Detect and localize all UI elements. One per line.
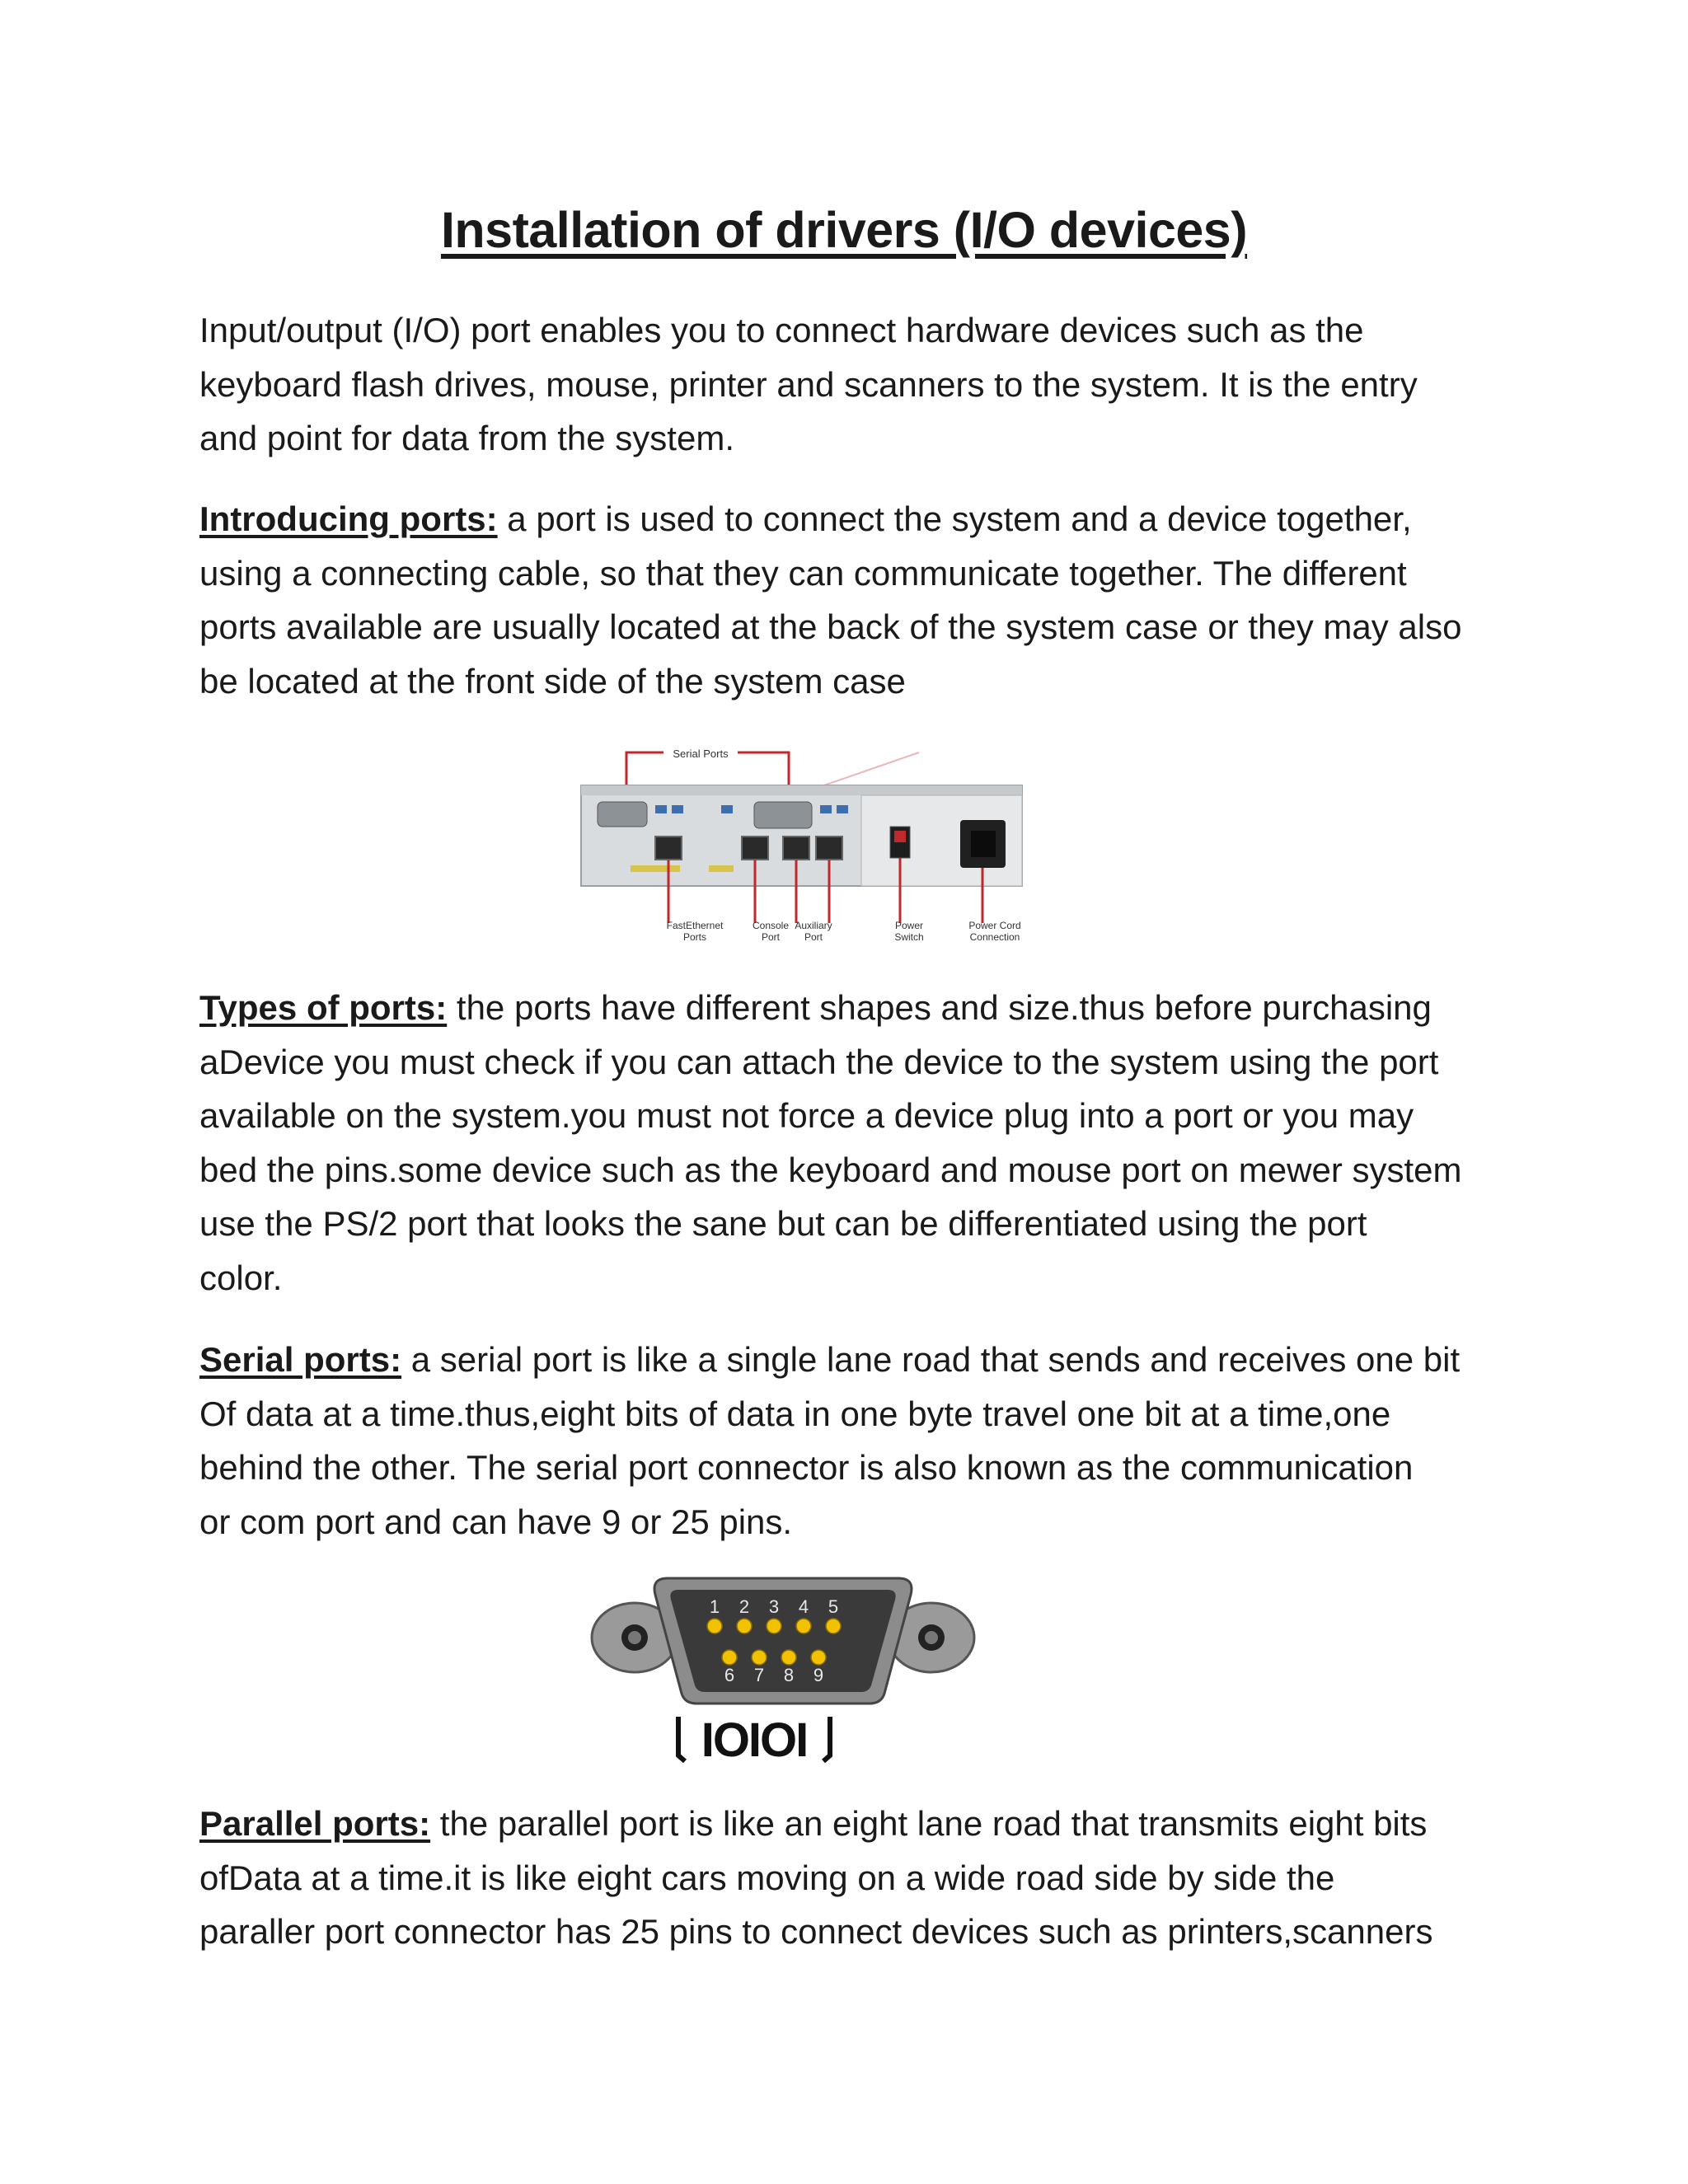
parallel-ports-line: ofData at a time.it is like eight cars moving on a wide road side by side the (199, 1858, 1335, 1897)
intro-paragraph (199, 303, 1518, 466)
serial-symbol-bracket (678, 1717, 685, 1761)
parallel-ports-paragraph (199, 1797, 1518, 1959)
power-cord-label: Power Cord (968, 920, 1021, 931)
types-of-ports-heading: Types of ports: (199, 988, 448, 1027)
pin (737, 1619, 752, 1633)
pin-number: 9 (813, 1665, 824, 1685)
types-of-ports-line: aDevice you must check if you can attach the device to the system using the port (199, 1042, 1439, 1081)
introducing-ports-paragraph (199, 492, 1518, 708)
console-label: Port (761, 931, 781, 943)
pin (707, 1619, 722, 1633)
types-of-ports-line: the ports have different shapes and size.thus before purchasing (447, 988, 1432, 1027)
page-title: Installation of drivers (I/O devices) (440, 202, 1248, 258)
introducing-ports-line: be located at the front side of the system case (199, 661, 906, 701)
parallel-ports-line: the parallel port is like an eight lane road that transmits eight bits (430, 1804, 1428, 1843)
pin-number: 6 (724, 1665, 735, 1685)
auxiliary-port (783, 837, 809, 860)
console-port (742, 837, 768, 860)
serial-ports-line: Of data at a time.thus,eight bits of data in one byte travel one bit at a time,one (199, 1394, 1391, 1433)
console-label: Console (752, 920, 790, 931)
parallel-ports-line: paraller port connector has 25 pins to connect devices such as printers,scanners (199, 1912, 1433, 1951)
introducing-ports-line: a port is used to connect the system and a device together, (497, 499, 1412, 538)
power-switch-label: Switch (894, 931, 924, 943)
serial-ports-line: a serial port is like a single lane road that sends and receives one bit (401, 1340, 1461, 1379)
db9-connector-figure (589, 1570, 977, 1768)
introducing-ports-heading: Introducing ports: (199, 499, 498, 538)
ethernet-port (816, 837, 842, 860)
pin (722, 1650, 737, 1665)
router-back-panel-figure (573, 738, 1034, 952)
serial-ports-label: Serial Ports (673, 748, 729, 760)
pin-number: 1 (709, 1596, 720, 1617)
types-of-ports-line: use the PS/2 port that looks the sane but can be differentiated using the port (199, 1204, 1367, 1243)
types-of-ports-line: available on the system.you must not force a device plug into a port or you may (199, 1096, 1414, 1135)
auxiliary-label: Auxiliary (795, 920, 832, 931)
pin (796, 1619, 811, 1633)
pin-number: 2 (738, 1596, 750, 1617)
pin-number: 5 (828, 1596, 839, 1617)
fastethernet-label: Ports (682, 931, 707, 943)
introducing-ports-line: using a connecting cable, so that they can communicate together. The different (199, 553, 1407, 593)
fastethernet-label: FastEthernet (666, 920, 724, 931)
intro-line: Input/output (I/O) port enables you to connect hardware devices such as the (199, 311, 1364, 349)
pin-number: 4 (798, 1596, 809, 1617)
fastethernet-port (655, 837, 682, 860)
intro-line: keyboard flash drives, mouse, printer and scanners to the system. It is the entry (199, 364, 1418, 404)
introducing-ports-line: ports available are usually located at the back of the system case or they may also (199, 607, 1462, 646)
serial-ports-line: or com port and can have 9 or 25 pins. (199, 1502, 793, 1541)
intro-line: and point for data from the system. (199, 419, 734, 457)
pin-number: 7 (753, 1665, 765, 1685)
auxiliary-label: Port (804, 931, 823, 943)
types-of-ports-line: color. (199, 1258, 283, 1297)
pin (826, 1619, 841, 1633)
serial-ports-line: behind the other. The serial port connector is also known as the communication (199, 1448, 1414, 1487)
pin (781, 1650, 796, 1665)
power-cord-label: Connection (969, 931, 1020, 943)
types-of-ports-paragraph (199, 981, 1518, 1305)
pin (811, 1650, 826, 1665)
types-of-ports-line: bed the pins.some device such as the keyboard and mouse port on mewer system (199, 1150, 1462, 1189)
pin-number: 8 (783, 1665, 795, 1685)
serial-ports-paragraph (199, 1333, 1518, 1549)
parallel-ports-heading: Parallel ports: (199, 1804, 431, 1843)
power-switch-label: Power (894, 920, 924, 931)
pin-number: 3 (768, 1596, 780, 1617)
serial-symbol: IOIOI (701, 1713, 808, 1767)
serial-ports-heading: Serial ports: (199, 1340, 402, 1379)
pin (767, 1619, 781, 1633)
pin (752, 1650, 767, 1665)
